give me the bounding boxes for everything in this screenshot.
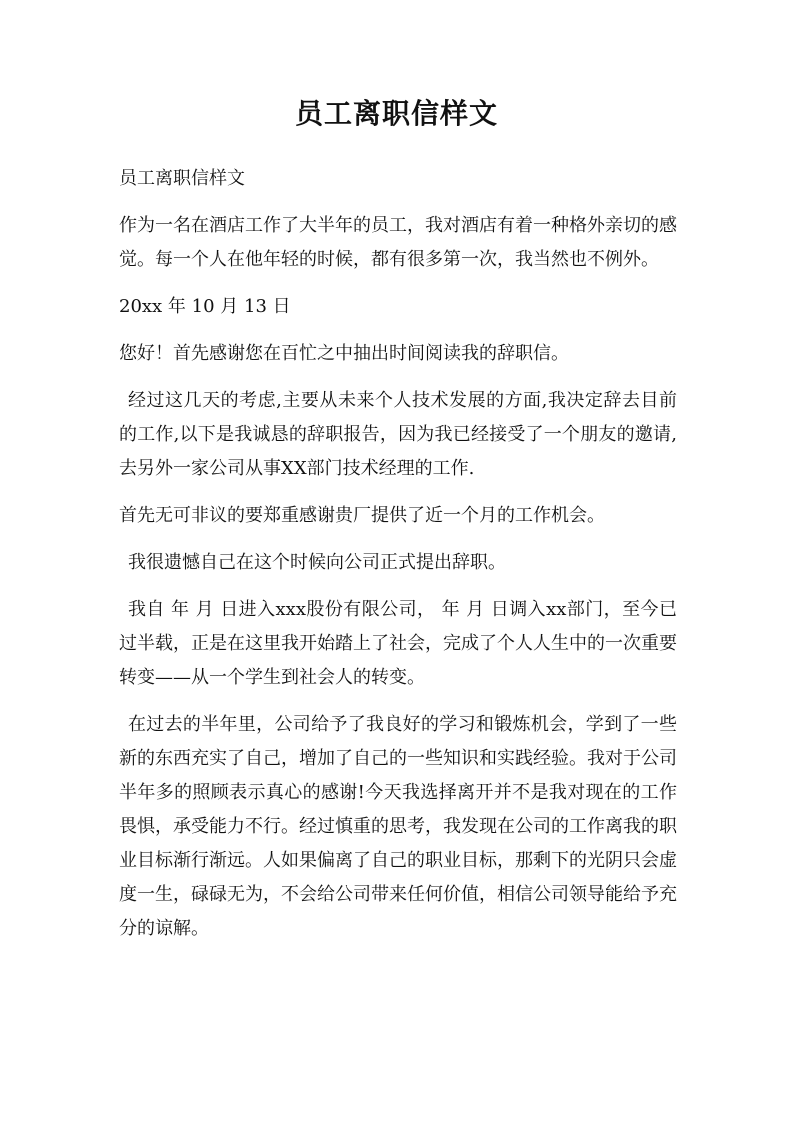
document-body bbox=[119, 162, 677, 959]
paragraph-regret: 我很遗憾自己在这个时候向公司正式提出辞职。 bbox=[128, 552, 506, 573]
paragraph-reason: 经过这几天的考虑,主要从未来个人技术发展的方面,我决定辞去目前的工作,以下是我诚恳的辞职报告，因为我已经接受了一个朋友的邀请,去另外一家公司从事XX部门技术经理的工作. bbox=[119, 390, 677, 479]
paragraph-intro: 作为一名在酒店工作了大半年的员工，我对酒店有着一种格外亲切的感觉。每一个人在他年轻的时候，都有很多第一次，我当然也不例外。 bbox=[119, 215, 677, 270]
paragraph-subtitle: 员工离职信样文 bbox=[119, 168, 245, 189]
paragraph-greeting: 您好！首先感谢您在百忙之中抽出时间阅读我的辞职信。 bbox=[119, 343, 569, 364]
paragraph-history: 我自 年 月 日进入xxx股份有限公司， 年 月 日调入xx部门，至今已过半载，正是在这里我开始踏上了社会，完成了个人人生中的一次重要转变——从一个学生到社会人的转变。 bbox=[119, 599, 677, 688]
paragraph-thanks: 首先无可非议的要郑重感谢贵厂提供了近一个月的工作机会。 bbox=[119, 505, 605, 526]
paragraph-reflection: 在过去的半年里，公司给予了我良好的学习和锻炼机会，学到了一些新的东西充实了自己，增加了自己的一些知识和实践经验。我对于公司半年多的照顾表示真心的感谢!今天我选择离开并不是我对现在的工作畏惧，承受能力不行。经过慎重的思考，我发现在公司的工作离我的职业目标渐行渐远。人如果偏离了自己的职业目标，那剩下的光阴只会虚度一生，碌碌无为，不会给公司带来任何价值，相信公司领导能给予充分的谅解。 bbox=[119, 714, 677, 939]
paragraph-date: 20xx 年 10 月 13 日 bbox=[119, 296, 291, 317]
document-title: 员工离职信样文 bbox=[294, 97, 498, 130]
